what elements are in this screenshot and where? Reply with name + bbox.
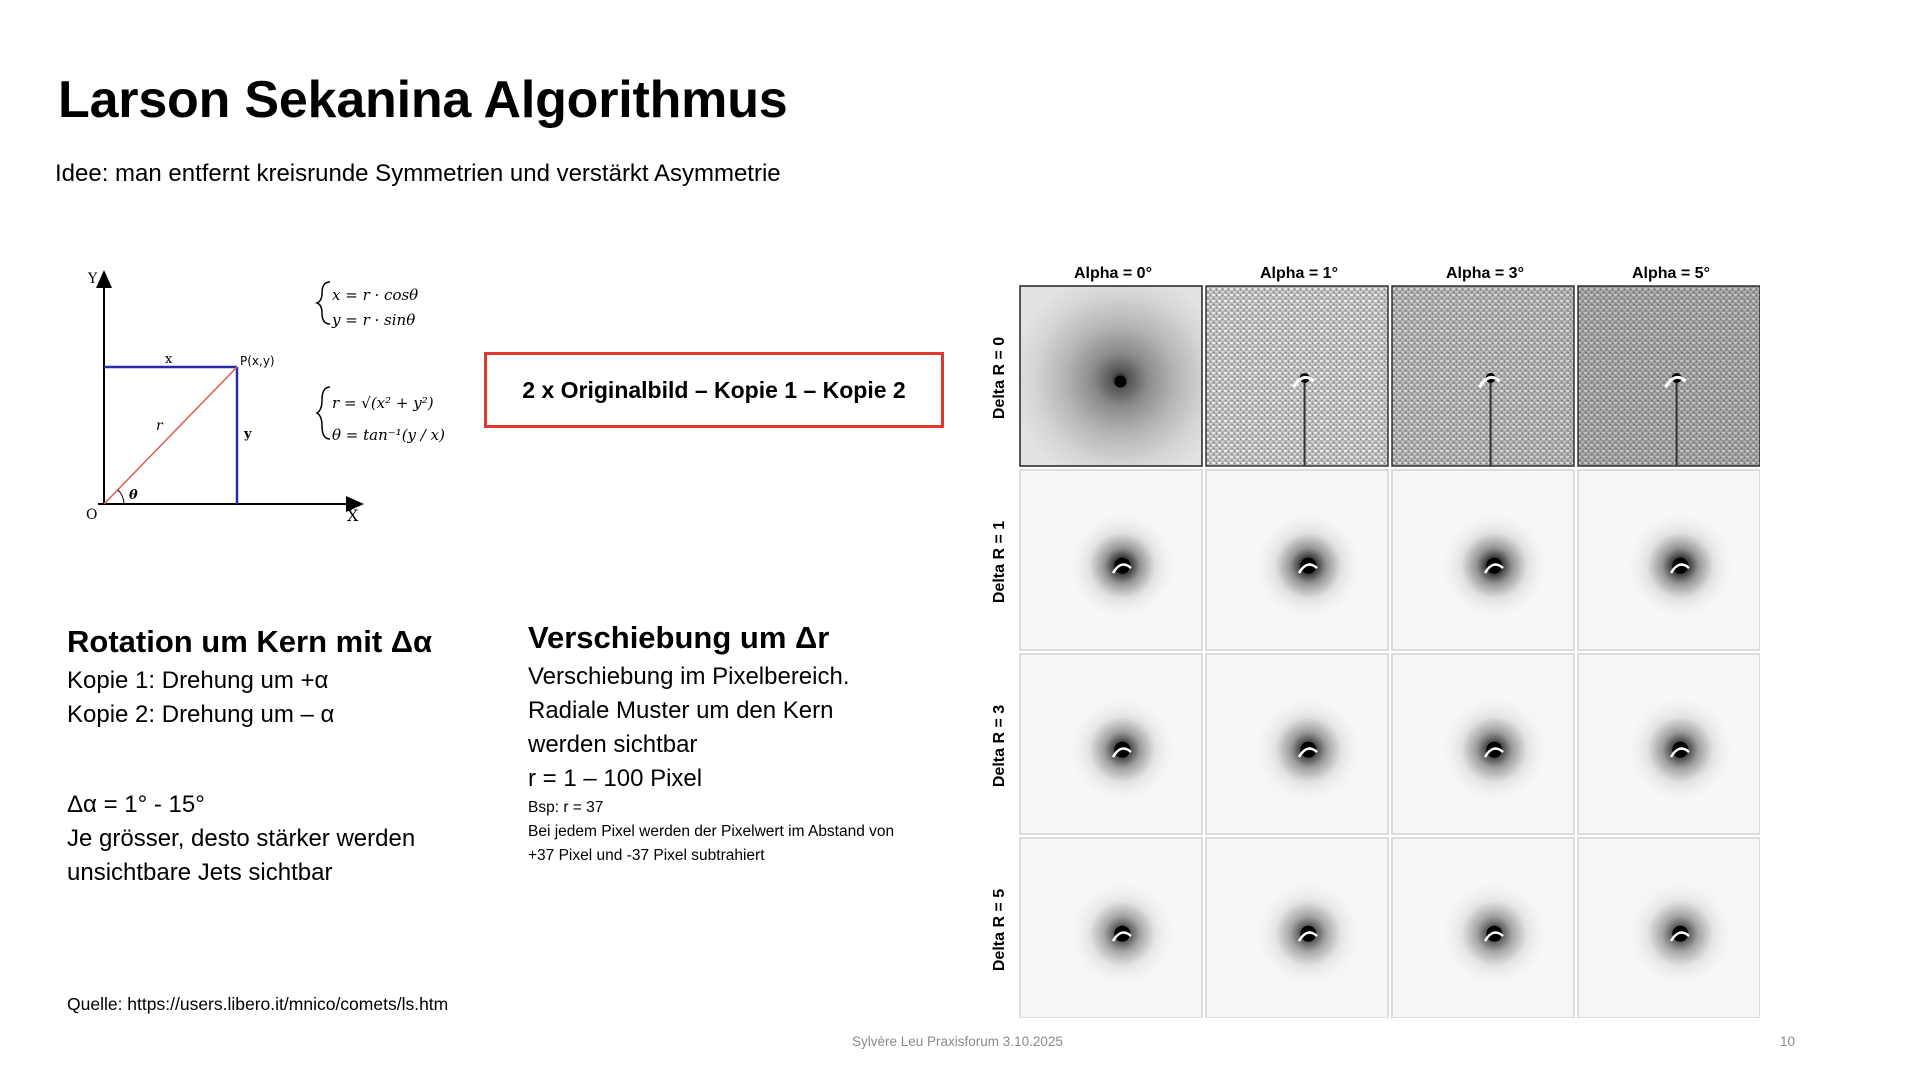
- comet-image: [1020, 286, 1202, 466]
- brace-icon: [317, 387, 330, 439]
- grid-row-label: Delta R = 0: [991, 336, 1008, 420]
- comet-image-grid: [990, 258, 1760, 1018]
- grid-column-label: Alpha = 1°: [1260, 265, 1338, 282]
- comet-image: [1578, 654, 1760, 834]
- source-citation: Quelle: https://users.libero.it/mnico/comets/ls.htm: [67, 994, 449, 1014]
- grid-column-label: Alpha = 3°: [1446, 265, 1524, 282]
- comet-image: [1392, 470, 1574, 650]
- comet-image: [1206, 654, 1388, 834]
- comet-image: [1392, 286, 1574, 466]
- equation-x: x = r · cosθ: [332, 286, 419, 304]
- shift-line: Verschiebung im Pixelbereich.: [528, 663, 850, 690]
- rotation-line: Kopie 2: Drehung um – α: [67, 701, 335, 728]
- comet-image: [1206, 286, 1388, 466]
- comet-image: [1392, 838, 1574, 1018]
- formula-box: 2 x Originalbild – Kopie 1 – Kopie 2: [484, 352, 944, 428]
- equation-r: r = √(x² + y²): [332, 394, 434, 412]
- comet-image: [1020, 470, 1202, 650]
- footer-text: Sylvère Leu Praxisforum 3.10.2025: [852, 1034, 1063, 1049]
- rotation-line: Kopie 1: Drehung um +α: [67, 667, 329, 694]
- grid-row-label: Delta R = 3: [991, 704, 1008, 788]
- slide-subtitle: Idee: man entfernt kreisrunde Symmetrien und verstärkt Asymmetrie: [55, 160, 781, 187]
- comet-image: [1578, 286, 1760, 466]
- comet-image: [1392, 654, 1574, 834]
- y-length-label: y: [244, 427, 252, 442]
- rotation-section: [67, 622, 497, 890]
- comet-image: [1206, 470, 1388, 650]
- shift-line: Radiale Muster um den Kern: [528, 697, 834, 724]
- shift-example: Bsp: r = 37: [528, 799, 604, 816]
- comet-image: [1578, 470, 1760, 650]
- radius-line: [104, 367, 237, 504]
- shift-heading: Verschiebung um Δr: [528, 620, 830, 655]
- shift-section: [528, 618, 998, 868]
- comet-image: [1020, 838, 1202, 1018]
- comet-image: [1206, 838, 1388, 1018]
- grid-column-label: Alpha = 0°: [1074, 265, 1152, 282]
- r-label: r: [156, 418, 163, 434]
- grid-column-label: Alpha = 5°: [1632, 265, 1710, 282]
- shift-line: werden sichtbar: [528, 731, 698, 758]
- angle-arc: [118, 490, 124, 504]
- point-label: P(x,y): [240, 354, 275, 368]
- equation-theta: θ = tan⁻¹(y / x): [332, 426, 445, 444]
- shift-line: r = 1 – 100 Pixel: [528, 765, 703, 792]
- polar-coordinates-diagram: [72, 255, 472, 535]
- slide-title: Larson Sekanina Algorithmus: [58, 71, 788, 129]
- origin-label: O: [86, 507, 98, 523]
- rotation-line: unsichtbare Jets sichtbar: [67, 859, 333, 886]
- x-length-label: x: [165, 352, 173, 367]
- shift-example: Bei jedem Pixel werden der Pixelwert im Abstand von: [528, 823, 895, 840]
- rotation-heading: Rotation um Kern mit Δα: [67, 624, 433, 659]
- equation-y: y = r · sinθ: [332, 311, 416, 329]
- theta-label: θ: [129, 488, 138, 503]
- rotation-line: Je grösser, desto stärker werden: [67, 825, 416, 852]
- page-number: 10: [1780, 1034, 1796, 1049]
- grid-row-label: Delta R = 5: [991, 888, 1008, 972]
- axis-x-label: X: [347, 506, 359, 525]
- shift-example: +37 Pixel und -37 Pixel subtrahiert: [528, 847, 765, 864]
- grid-row-label: Delta R = 1: [991, 520, 1008, 604]
- brace-icon: [317, 282, 330, 324]
- comet-image: [1578, 838, 1760, 1018]
- comet-image: [1020, 654, 1202, 834]
- axis-y-label: Y: [88, 271, 98, 287]
- rotation-line: Δα = 1° - 15°: [67, 791, 205, 818]
